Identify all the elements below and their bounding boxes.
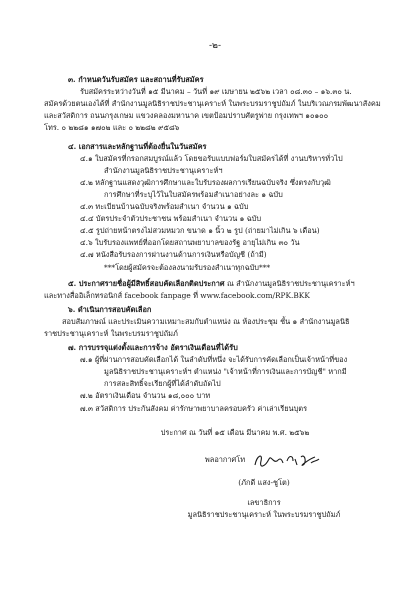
section-5 xyxy=(44,278,386,302)
item-7-3: ๗.๓ สวัสดิการ ประกันสังคม ค่ารักษาพยาบาลครอบครัว ค่าเล่าเรียนบุตร xyxy=(80,403,308,413)
item-7-1-cont2: การสละสิทธิ์จะเรียกผู้ที่ได้ลำดับถัดไป xyxy=(104,379,221,389)
section-5-heading: ๕. ประกาศรายชื่อผู้มีสิทธิ์สอบคัดเลือกติดประกาศ xyxy=(68,278,225,288)
section-5-line-2: และทางสื่ออิเล็กทรอนิกส์ facebook fanpage ที่ www.facebook.com/RPK.BKK xyxy=(44,290,310,300)
section-7 xyxy=(44,342,386,415)
item-7-1: ๗.๑ ผู้ที่ผ่านการสอบคัดเลือกได้ ในลำดับที่หนึ่ง จะได้รับการคัดเลือกเป็นเจ้าหน้าที่ของ xyxy=(80,355,348,365)
item-7-1-cont: มูลนิธิราชประชานุเคราะห์ฯ ตำแหน่ง "เจ้าหน้าที่การเงินและการบัญชี" หากมี xyxy=(104,367,347,377)
signer-organization: มูลนิธิราชประชานุเคราะห์ ในพระบรมราชูปถัมภ์ xyxy=(187,509,341,519)
item-4-5: ๔.๕ รูปถ่ายหน้าตรงไม่สวมหมวก ขนาด ๑ นิ้ว ๒ รูป (ถ่ายมาไม่เกิน ๖ เดือน) xyxy=(80,226,320,236)
section-6-heading: ๖. ดำเนินการสอบคัดเลือก xyxy=(68,304,152,314)
section-6 xyxy=(44,304,386,340)
item-4-2-cont: การศึกษาที่ระบุไว้ในใบสมัครพร้อมสำเนาอย่างละ ๑ ฉบับ xyxy=(104,189,283,199)
handwritten-signature xyxy=(251,449,323,471)
section-4 xyxy=(44,141,386,274)
item-4-4: ๔.๔ บัตรประจำตัวประชาชน พร้อมสำเนา จำนวน ๑ ฉบับ xyxy=(80,214,262,224)
item-4-2: ๔.๒ หลักฐานแสดงวุฒิการศึกษาและใบรับรองผลการเรียนฉบับจริง ซึ่งตรงกับวุฒิ xyxy=(80,177,331,187)
section-5-text: ณ สำนักงานมูลนิธิราชประชานุเคราะห์ฯ xyxy=(224,278,355,288)
section-3-line-2: สมัครด้วยตนเองได้ที่ สำนักงานมูลนิธิราชประชานุเคราะห์ ในพระบรมราชูปถัมภ์ ในบริเวณกรมพัฒนาสังคม xyxy=(44,99,381,109)
item-4-7: ๔.๗ หนังสือรับรองการผ่านงานด้านการเงินหรือบัญชี (ถ้ามี) xyxy=(80,250,267,260)
signer-rank: พลอากาศโท xyxy=(204,454,246,464)
signer-name: (ภักดี แสง-ชูโต) xyxy=(238,477,290,487)
section-3-heading: ๓. กำหนดวันรับสมัคร และสถานที่รับสมัคร xyxy=(68,75,204,85)
signature-row xyxy=(164,449,364,471)
section-6-line-2: ราชประชานุเคราะห์ ในพระบรมราชูปถัมภ์ xyxy=(44,328,178,338)
item-7-2: ๗.๒ อัตราเงินเดือน จำนวน ๑๘,๐๐๐ บาท xyxy=(80,391,211,401)
section-4-note: ***โดยผู้สมัครจะต้องลงนามรับรองสำเนาทุกฉบับ*** xyxy=(104,262,271,272)
item-4-1: ๔.๑ ใบสมัครที่กรอกสมบูรณ์แล้ว โดยขอรับแบบฟอร์มใบสมัครได้ที่ งานบริหารทั่วไป xyxy=(80,153,343,163)
item-4-1-cont: สำนักงานมูลนิธิราชประชานุเคราะห์ฯ xyxy=(104,165,223,175)
signer-title: เลขาธิการ xyxy=(247,497,281,507)
item-4-3: ๔.๓ ทะเบียนบ้านฉบับจริงพร้อมสำเนา จำนวน ๑ ฉบับ xyxy=(80,202,249,212)
item-4-6: ๔.๖ ใบรับรองแพทย์ที่ออกโดยสถานพยาบาลของรัฐ อายุไม่เกิน ๓๐ วัน xyxy=(80,238,300,248)
section-6-line-1: สอบสัมภาษณ์ และประเมินความเหมาะสมกับตำแหน่ง ณ ห้องประชุม ชั้น ๑ สำนักงานมูลนิธิ xyxy=(62,316,350,326)
section-3-line-1: รับสมัครระหว่างวันที่ ๑๕ มีนาคม – วันที่ ๑๙ เมษายน ๒๕๖๒ เวลา ๐๘.๓๐ – ๑๖.๓๐ น. xyxy=(80,87,352,97)
signature-block xyxy=(164,449,364,521)
section-3-line-3: และสวัสดิการ ถนนกรุงเกษม แขวงคลองมหานาค เขตป้อมปราบศัตรูพ่าย กรุงเทพฯ ๑๐๑๐๐ xyxy=(44,111,329,121)
section-4-heading: ๔. เอกสารและหลักฐานที่ต้องยื่นในวันสมัคร xyxy=(68,141,207,151)
section-3 xyxy=(44,74,386,134)
page-number: -๒- xyxy=(208,41,221,51)
announce-date: ประกาศ ณ วันที่ ๑๕ เดือน มีนาคม พ.ศ. ๒๕๖๒ xyxy=(160,427,310,437)
section-3-line-4: โทร. ๐ ๒๒๘๑ ๑๗๐๒ และ ๐ ๒๒๘๒ ๙๕๘๖ xyxy=(44,123,180,133)
section-5-line-1 xyxy=(44,278,386,290)
section-7-heading: ๗. การบรรจุแต่งตั้งและการจ้าง อัตราเงินเดือนที่ได้รับ xyxy=(68,343,238,353)
